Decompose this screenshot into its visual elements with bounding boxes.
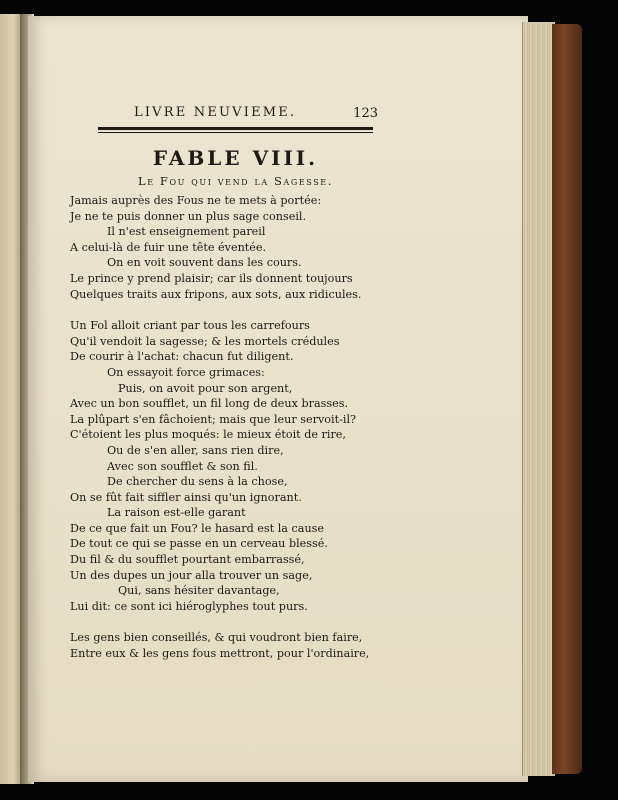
verse-line: Du fil & du soufflet pourtant embarrassé, — [70, 553, 305, 567]
verse-line: A celui-là de fuir une tête éventée. — [70, 240, 267, 254]
verse-line: Les gens bien conseillés, & qui voudront bien faire, — [70, 631, 363, 645]
header-rule-thick — [98, 127, 373, 130]
page-header — [110, 105, 378, 125]
verse-line: De tout ce qui se passe en un cerveau blessé. — [70, 537, 328, 551]
header-rule-thin — [98, 132, 373, 133]
verse-line: On essayoit force grimaces: — [107, 365, 265, 379]
verse-line: Puis, on avoit pour son argent, — [118, 381, 293, 395]
verse-line: De courir à l'achat: chacun fut diligent. — [70, 350, 294, 364]
verse-line: Ou de s'en aller, sans rien dire, — [107, 443, 284, 457]
facing-page-edge — [0, 14, 22, 784]
stanza-gap — [70, 614, 370, 630]
verse-line: Qu'il vendoit la sagesse; & les mortels crédules — [70, 334, 340, 348]
verse-line: Avec un bon soufflet, un fil long de deux brasses. — [70, 397, 349, 411]
verse-line: De chercher du sens à la chose, — [107, 475, 288, 489]
page-block-edges — [522, 22, 555, 776]
verse-line: On en voit souvent dans les cours. — [107, 256, 302, 270]
fable-subtitle: Le Fou qui vend la Sagesse. — [137, 174, 334, 188]
stanza-gap — [70, 302, 370, 318]
verse-line: Quelques traits aux fripons, aux sots, aux ridicules. — [70, 287, 362, 301]
running-head: LIVRE NEUVIEME. — [134, 105, 297, 120]
verse-line: On se fût fait siffler ainsi qu'un ignorant. — [70, 490, 302, 504]
fable-title: FABLE VIII. — [152, 146, 319, 170]
verse-line: Je ne te puis donner un plus sage conseil. — [70, 209, 307, 223]
verse-line: Lui dit: ce sont ici hiéroglyphes tout purs. — [70, 599, 308, 613]
leather-cover — [552, 24, 582, 774]
verse-line: De ce que fait un Fou? le hasard est la cause — [70, 521, 325, 535]
verse-line: Entre eux & les gens fous mettront, pour l'ordinaire, — [70, 647, 370, 661]
page-number: 123 — [353, 106, 378, 121]
verse-line: Un des dupes un jour alla trouver un sage, — [70, 568, 313, 582]
verse-line: Un Fol alloit criant par tous les carrefours — [70, 319, 310, 333]
verse-line: La raison est-elle garant — [107, 506, 246, 520]
verse-line: La plûpart s'en fâchoient; mais que leur servoit-il? — [70, 412, 357, 426]
verse-line: Qui, sans hésiter davantage, — [118, 584, 280, 598]
fable-verse — [70, 193, 370, 662]
verse-line: Le prince y prend plaisir; car ils donnent toujours — [70, 271, 353, 285]
verse-line: Il n'est enseignement pareil — [107, 225, 266, 239]
verse-line: Avec son soufflet & son fil. — [107, 459, 258, 473]
verse-line: C'étoient les plus moqués: le mieux étoit de rire, — [70, 428, 346, 442]
verse-line: Jamais auprès des Fous ne te mets à portée: — [70, 194, 322, 207]
